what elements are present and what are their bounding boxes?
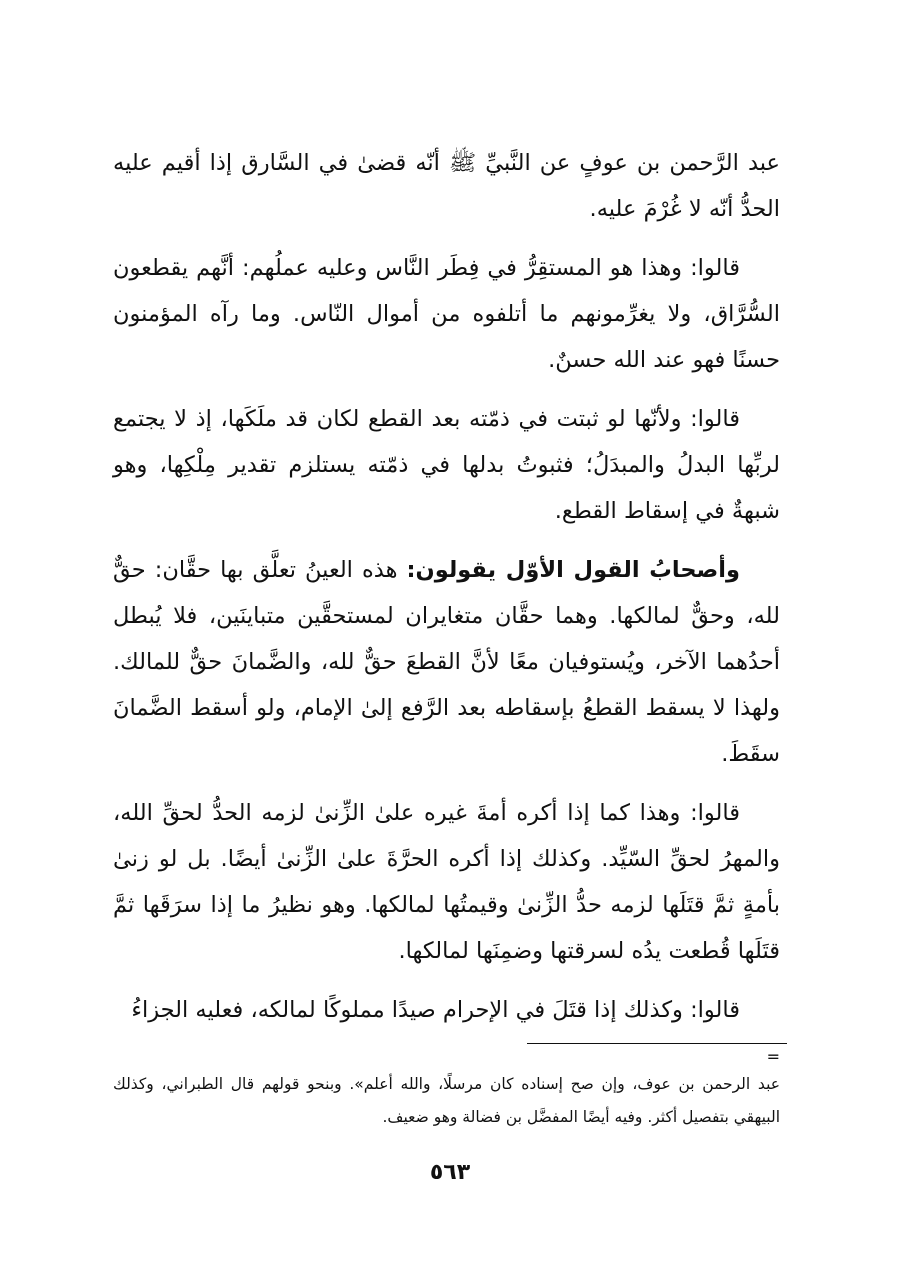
paragraph-4-lead: وأصحابُ القول الأوّل يقولون: [406,557,740,583]
paragraph-1 [113,140,780,232]
paragraph-6-text: قالوا: وكذلك إذا قتَلَ في الإحرام صيدًا مملوكًا لمالكه، فعليه الجزاءُ [131,997,740,1023]
paragraph-3 [113,396,780,534]
footnote [113,1068,780,1134]
paragraph-2-text: قالوا: وهذا هو المستقِرُّ في فِطَر النَّاس وعليه عملُهم: أنَّهم يقطعون السُّرَّاق، ولا يغرِّمونهم ما أتلفوه من أموال النّاس. وما رآه المؤمنون حسنًا فهو عند الله حسنٌ. [113,255,780,373]
footnote-continuation-mark: = [766,1047,780,1066]
paragraph-2 [113,245,780,383]
paragraph-5 [113,790,780,974]
paragraph-6 [113,987,780,1033]
footnote-divider [527,1043,787,1044]
paragraph-4 [113,547,780,777]
footnote-text: عبد الرحمن بن عوف، وإن صح إسناده كان مرسلًا، والله أعلم». وبنحو قولهم قال الطبراني، وكذلك البيهقي بتفصيل أكثر. وفيه أيضًا المفضَّل بن فضالة وهو ضعيف. [113,1075,780,1126]
paragraph-5-text: قالوا: وهذا كما إذا أكره أمةَ غيره علىٰ الزِّنىٰ لزمه الحدُّ لحقِّ الله، والمهرُ لحقِّ السّيِّد. وكذلك إذا أكره الحرَّةَ علىٰ الزِّنىٰ أيضًا. بل لو زنىٰ بأمةٍ ثمَّ قتَلَها لزمه حدُّ الزِّنىٰ وقيمتُها لمالكها. وهو نظيرُ ما إذا سرَقَها ثمَّ قتَلَها قُطعت يدُه لسرقتها وضمِنَها لمالكها. [113,800,780,964]
page-number: ٥٦٣ [429,1160,471,1185]
paragraph-4-text: هذه العينُ تعلَّق بها حقَّان: حقٌّ لله، وحقٌّ لمالكها. وهما حقَّان متغايران لمستحقَّين متباينَين، فلا يُبطل أحدُهما الآخر، ويُستوفيان معًا لأنَّ القطعَ حقٌّ لله، والضَّمانَ حقٌّ للمالك. ولهذا لا يسقط القطعُ بإسقاطه بعد الرَّفع إلىٰ الإمام، ولو أسقط الضَّمانَ سقَطَ. [113,557,780,767]
paragraph-1-text: عبد الرَّحمن بن عوفٍ عن النَّبيِّ ﷺ أنّه قضىٰ في السَّارق إذا أقيم عليه الحدُّ أنّه لا غُرْمَ عليه. [113,150,780,222]
main-text-block [113,140,780,1046]
paragraph-3-text: قالوا: ولأنّها لو ثبتت في ذمّته بعد القطع لكان قد ملَكَها، إذ لا يجتمع لربِّها البدلُ والمبدَلُ؛ فثبوتُ بدلها في ذمّته يستلزم تقدير مِلْكِها، وهو شبهةٌ في إسقاط القطع. [113,406,780,524]
